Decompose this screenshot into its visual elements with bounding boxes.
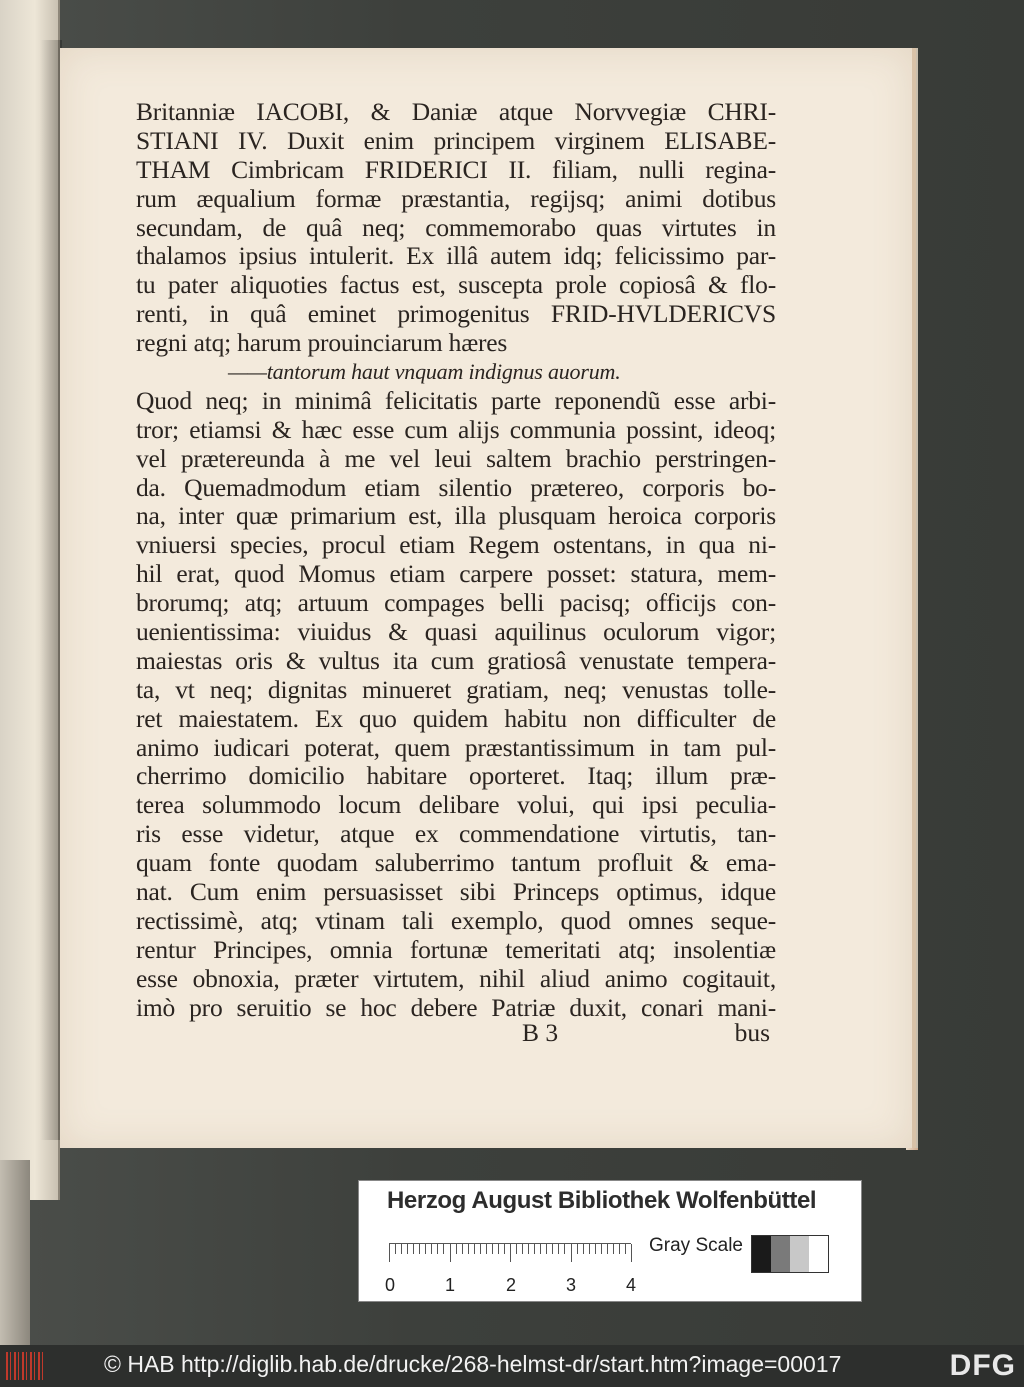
text-line: maiestas oris & vultus ita cum gratiosâ venustate tempera- [136,645,776,675]
calibration-card [358,1180,862,1302]
ruler-tick [486,1244,487,1254]
verse-quote: ——tantorum haut vnquam indignus auorum. [228,359,621,385]
ruler-tick [492,1244,493,1254]
text-line: terea solummodo locum delibare volui, qui ipsi peculia- [136,790,776,820]
ruler-tick [546,1244,547,1254]
ruler-tick [619,1244,620,1254]
ruler-number: 2 [506,1275,517,1295]
ruler-tick [631,1244,632,1262]
text-line: secundam, de quâ neq; commemorabo quas virtutes in [136,212,776,242]
barcode-icon [6,1352,46,1380]
text-line: na, inter quæ primarium est, illa plusquam heroica corporis [136,501,776,531]
text-line: da. Quemadmodum etiam silentio prætereo, corporis bo- [136,472,776,502]
ruler-tick [607,1244,608,1254]
text-line: renti, in quâ eminet primogenitus FRID-HVLDERICVS [136,299,776,329]
ruler-tick [462,1244,463,1254]
text-line: imò pro seruitio se hoc debere Patriæ duxit, conari mani- [136,992,776,1022]
text-line: brorumq; atq; artuum compages belli pacisq; officijs con- [136,588,776,618]
ruler-tick [583,1244,584,1254]
ruler-tick [450,1244,451,1262]
text-line: ta, vt neq; dignitas minueret gratiam, neq; venustas tolle- [136,674,776,704]
ruler-tick [528,1244,529,1254]
gray-scale-swatches [751,1235,829,1273]
ruler-tick [407,1244,408,1254]
text-line: animo iudicari poterat, quem præstantissimum in tam pul- [136,732,776,762]
dfg-logo: DFG [949,1349,1016,1382]
ruler-tick [552,1244,553,1254]
ruler-number: 4 [626,1275,637,1295]
ruler-number: 0 [385,1275,396,1295]
text-line: quam fonte quodam saluberrimo tantum profluit & ema- [136,848,776,878]
text-line: cherrimo domicilio habitare oporteret. Itaq; illum præ- [136,761,776,791]
ruler-tick [589,1244,590,1254]
ruler-number: 3 [566,1275,577,1295]
catchword: bus [734,1018,770,1047]
ruler-tick [437,1244,438,1254]
text-line: rum æqualium formæ præstantia, regijsq; animi dotibus [136,183,776,213]
ruler-tick [395,1244,396,1254]
gray-swatch [771,1236,790,1272]
ruler-tick [558,1244,559,1254]
scale-ruler [389,1243,631,1266]
text-line: THAM Cimbricam FRIDERICI II. filiam, nulli regina- [136,154,776,184]
text-line: vniuersi species, procul etiam Regem ostentans, in qua ni- [136,530,776,560]
ruler-tick [425,1244,426,1254]
ruler-tick [510,1244,511,1262]
text-line: STIANI IV. Duxit enim principem virginem ELISABE- [136,125,776,155]
ruler-tick [413,1244,414,1254]
ruler-tick [534,1244,535,1254]
ruler-number: 1 [445,1275,456,1295]
gray-swatch [809,1236,828,1272]
ruler-tick [474,1244,475,1254]
ruler-tick [522,1244,523,1254]
text-line: tu pater aliquoties factus est, suscepta prole copiosâ & flo- [136,270,776,300]
copyright-url: © HAB http://diglib.hab.de/drucke/268-helmst-dr/start.htm?image=00017 [104,1351,842,1377]
signature-mark: B 3 [522,1018,559,1047]
ruler-tick [419,1244,420,1254]
ruler-tick [498,1244,499,1254]
text-line: nat. Cum enim persuasisset sibi Princeps optimus, idque [136,877,776,907]
text-line: vel prætereunda à me vel leui saltem brachio perstringen- [136,443,776,473]
ruler-tick [504,1244,505,1254]
text-line: rentur Principes, omnia fortunæ temeritati atq; insolentiæ [136,934,776,964]
text-line: Quod neq; in minimâ felicitatis parte reponendũ esse arbi- [136,385,776,415]
ruler-tick [516,1244,517,1254]
ruler-tick [577,1244,578,1254]
ruler-tick [480,1244,481,1254]
page-footer-line [136,1018,776,1048]
text-line: thalamos ipsius intulerit. Ex illâ autem idq; felicissimo par- [136,241,776,271]
ruler-tick [613,1244,614,1254]
ruler-tick [401,1244,402,1254]
text-line: ris esse videtur, atque ex commendatione virtutis, tan- [136,819,776,849]
footer-bar [0,1345,1024,1387]
ruler-tick [595,1244,596,1254]
ruler-tick [431,1244,432,1254]
text-line: rectissimè, atq; vtinam tali exemplo, quod omnes seque- [136,905,776,935]
text-line: regni atq; harum prouinciarum hæres [136,328,508,358]
binding-strip [0,1160,30,1345]
gray-swatch [752,1236,771,1272]
gray-scale-label: Gray Scale [649,1235,743,1256]
gray-swatch [790,1236,809,1272]
ruler-tick [456,1244,457,1254]
ruler-tick [601,1244,602,1254]
page-text [136,98,776,1023]
text-line: ret maiestatem. Ex quo quidem habitu non difficulter de [136,703,776,733]
ruler-tick [571,1244,572,1262]
ruler-tick [389,1244,390,1262]
ruler-tick [540,1244,541,1254]
ruler-tick [564,1244,565,1254]
gutter-shadow [40,40,62,1140]
ruler-tick [468,1244,469,1254]
text-line: hil erat, quod Momus etiam carpere posset: statura, mem- [136,559,776,589]
text-line: tror; etiamsi & hæc esse cum alijs communia possint, ideoq; [136,414,776,444]
ruler-tick [443,1244,444,1254]
ruler-tick [625,1244,626,1254]
text-line: Britanniæ IACOBI, & Daniæ atque Norvvegiæ CHRI- [136,97,776,126]
text-line: esse obnoxia, præter virtutem, nihil aliud animo cogitauit, [136,963,776,993]
library-name: Herzog August Bibliothek Wolfenbüttel [387,1187,817,1214]
text-line: uenientissima: viuidus & quasi aquilinus oculorum vigor; [136,617,776,647]
